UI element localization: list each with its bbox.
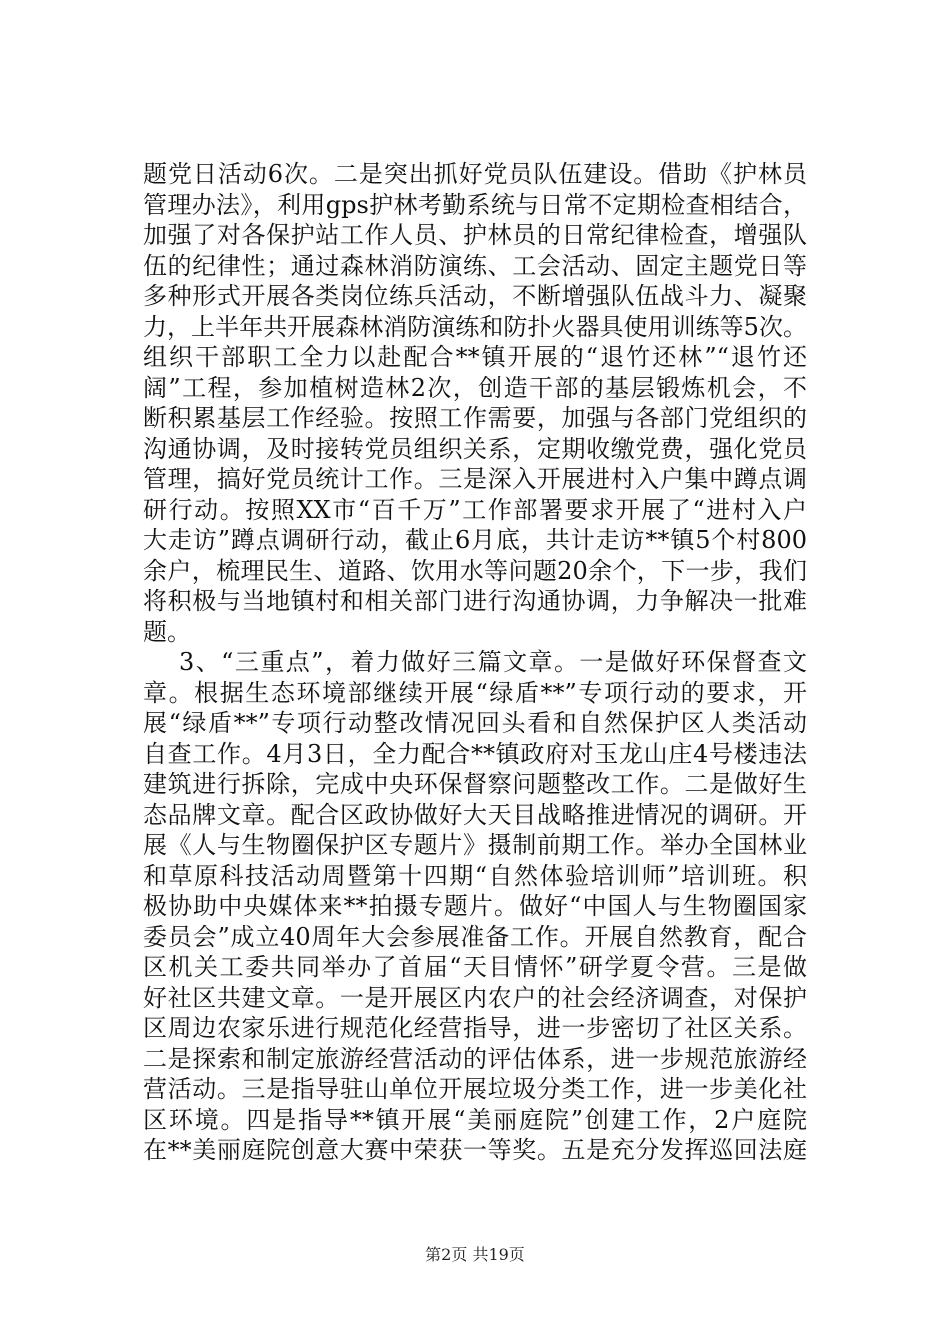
text-line: 和草原科技活动周暨第十四期“自然体验培训师”培训班。积 [143,861,807,890]
text-line: 建筑进行拆除，完成中央环保督察问题整改工作。二是做好生 [143,770,807,798]
text-line: 态品牌文章。配合区政协做好大天目战略推进情况的调研。开 [143,800,807,829]
text-line: 阔”工程，参加植树造林2次，创造干部的基层锻炼机会，不 [143,373,807,402]
text-line: 题。 [143,617,191,646]
text-line: 管理，搞好党员统计工作。三是深入开展进村入户集中蹲点调 [143,465,807,493]
page-footer: 第2页 共19页 [425,1245,525,1264]
text-line: 将积极与当地镇村和相关部门进行沟通协调，力争解决一批难 [143,587,807,615]
text-line: 好社区共建文章。一是开展区内农户的社会经济调查，对保护 [143,983,807,1012]
text-line: 题党日活动6次。二是突出抓好党员队伍建设。借助《护林员 [143,160,807,188]
text-line: 展《人与生物圈保护区专题片》摄制前期工作。举办全国林业 [143,831,807,859]
text-line: 沟通协调，及时接转党员组织关系，定期收缴党费，强化党员 [143,434,807,463]
text-line: 大走访”蹲点调研行动，截止6月底，共计走访**镇5个村800 [143,526,807,554]
text-line: 研行动。按照XX市“百千万”工作部署要求开展了“进村入户 [143,495,807,524]
text-line: 区机关工委共同举办了首届“天目情怀”研学夏令营。三是做 [143,953,807,981]
text-line: 伍的纪律性；通过森林消防演练、工会活动、固定主题党日等 [143,251,807,280]
text-line: 自查工作。4月3日，全力配合**镇政府对玉龙山庄4号楼违法 [143,739,807,768]
text-line: 多种形式开展各类岗位练兵活动，不断增强队伍战斗力、凝聚 [143,282,807,310]
text-line: 委员会”成立40周年大会参展准备工作。开展自然教育，配合 [143,922,807,951]
text-line: 在**美丽庭院创意大赛中荣获一等奖。五是充分发挥巡回法庭 [143,1136,807,1164]
text-line: 区周边农家乐进行规范化经营指导，进一步密切了社区关系。 [143,1014,807,1042]
text-line: 断积累基层工作经验。按照工作需要，加强与各部门党组织的 [143,404,807,432]
body-text [143,159,807,1166]
text-line: 3、“三重点”，着力做好三篇文章。一是做好环保督查文 [179,648,807,676]
text-line: 余户，梳理民生、道路、饮用水等问题20余个，下一步，我们 [143,556,807,585]
text-line: 二是探索和制定旅游经营活动的评估体系，进一步规范旅游经 [143,1044,807,1073]
text-line: 力，上半年共开展森林消防演练和防扑火器具使用训练等5次。 [143,312,807,341]
text-line: 展“绿盾**”专项行动整改情况回头看和自然保护区人类活动 [143,709,807,737]
text-line: 管理办法》，利用gps护林考勤系统与日常不定期检查相结合， [143,190,807,219]
text-line: 加强了对各保护站工作人员、护林员的日常纪律检查，增强队 [143,221,807,249]
text-line: 组织干部职工全力以赴配合**镇开展的“退竹还林”“退竹还 [143,343,807,371]
text-line: 营活动。三是指导驻山单位开展垃圾分类工作，进一步美化社 [143,1075,807,1103]
text-line: 章。根据生态环境部继续开展“绿盾**”专项行动的要求，开 [143,678,807,707]
text-line: 极协助中央媒体来**拍摄专题片。做好“中国人与生物圈国家 [143,892,807,920]
text-line: 区环境。四是指导**镇开展“美丽庭院”创建工作，2户庭院 [143,1105,807,1134]
